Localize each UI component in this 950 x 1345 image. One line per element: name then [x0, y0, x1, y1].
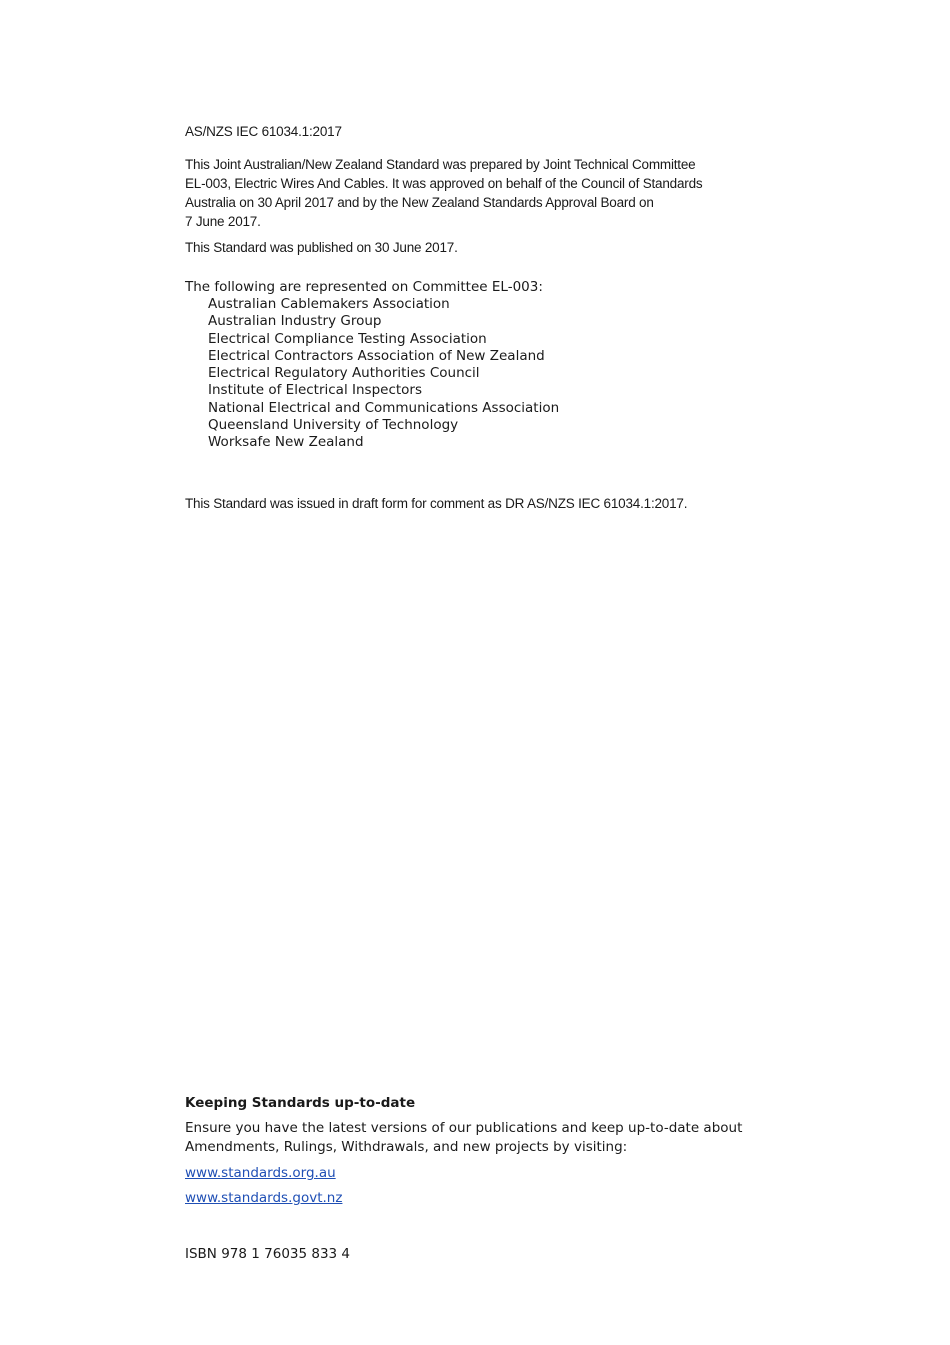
- committee-section: [185, 278, 785, 452]
- committee-member: Institute of Electrical Inspectors: [208, 382, 423, 399]
- committee-members-list: [185, 296, 785, 452]
- committee-member: Australian Cablemakers Association: [208, 296, 450, 312]
- keeping-up-to-date-section: [185, 1094, 785, 1208]
- preparation-line: 7 June 2017.: [185, 214, 261, 229]
- preparation-line: Australia on 30 April 2017 and by the New Zealand Standards Approval Board on: [185, 195, 654, 210]
- committee-intro: The following are represented on Committee EL-003:: [185, 279, 543, 295]
- draft-note: This Standard was issued in draft form for comment as DR AS/NZS IEC 61034.1:2017.: [185, 496, 688, 511]
- committee-member: Queensland University of Technology: [208, 417, 459, 434]
- committee-member: Electrical Contractors Association of New Zealand: [208, 347, 545, 364]
- committee-member: Electrical Compliance Testing Association: [208, 330, 487, 347]
- standards-au-link[interactable]: www.standards.org.au: [185, 1165, 336, 1181]
- isbn: ISBN 978 1 76035 833 4: [185, 1246, 351, 1262]
- committee-member: Electrical Regulatory Authorities Council: [208, 365, 480, 382]
- preparation-line: EL-003, Electric Wires And Cables. It was approved on behalf of the Council of Standards: [185, 176, 703, 191]
- section-heading: Keeping Standards up-to-date: [185, 1095, 416, 1111]
- committee-member: National Electrical and Communications Association: [208, 399, 560, 416]
- preparation-line: This Joint Australian/New Zealand Standard was prepared by Joint Technical Committee: [185, 157, 696, 172]
- standards-au-link-row: [185, 1164, 785, 1183]
- committee-member: Australian Industry Group: [208, 313, 382, 330]
- standards-nz-link-row: [185, 1189, 785, 1208]
- committee-member: Worksafe New Zealand: [208, 434, 364, 451]
- preparation-paragraph: [185, 155, 785, 231]
- keeping-up-to-date-text: Ensure you have the latest versions of our publications and keep up-to-date about Amendments, Rulings, Withdrawals, and new projects by visiting:: [185, 1120, 743, 1155]
- publication-date: This Standard was published on 30 June 2017.: [185, 240, 458, 255]
- document-id: AS/NZS IEC 61034.1:2017: [185, 124, 342, 139]
- standards-nz-link[interactable]: www.standards.govt.nz: [185, 1190, 343, 1206]
